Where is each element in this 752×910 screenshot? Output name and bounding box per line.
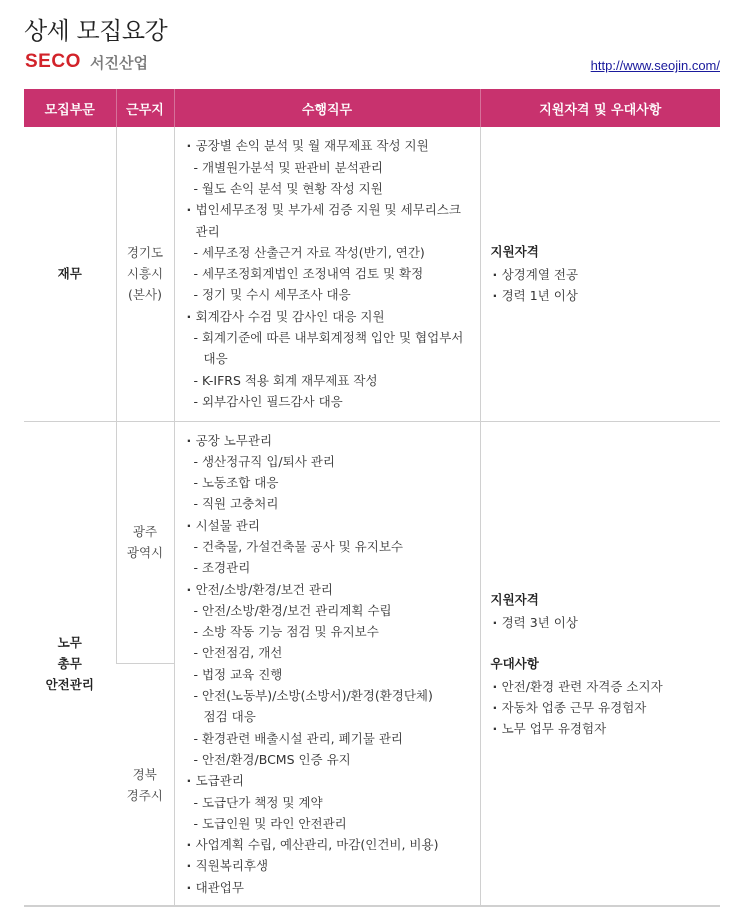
header-dept: 모집부문 xyxy=(24,89,116,127)
table-bottom-border xyxy=(24,905,720,906)
qualification-heading: 지원자격 xyxy=(490,244,539,260)
table-row xyxy=(24,421,720,664)
qualification-heading: 지원자격 xyxy=(490,591,539,607)
duty-item: · 직원복리후생 xyxy=(187,855,470,876)
duty-subitem: - 소방 작동 기능 점검 및 유지보수 xyxy=(187,621,470,642)
duty-item: · 도급관리 xyxy=(187,770,470,791)
qualification-item: · 노무 업무 유경험자 xyxy=(491,718,711,739)
location-cell xyxy=(116,664,174,907)
duty-subitem: - 회계기준에 따른 내부회계정책 입안 및 협업부서 xyxy=(187,327,470,348)
duty-subitem: - 안전점검, 개선 xyxy=(187,642,470,663)
qualification-item: · 상경계열 전공 xyxy=(491,264,711,285)
location-cell xyxy=(116,127,174,421)
table-header-row xyxy=(24,89,720,127)
duty-subitem: 관리 xyxy=(195,223,220,239)
location-line: 광역시 xyxy=(126,545,164,561)
dept-cell xyxy=(24,421,116,907)
qualifications-cell xyxy=(480,421,720,907)
company-logo: SECO xyxy=(25,51,81,72)
duty-subitem: - 조경관리 xyxy=(187,557,470,578)
header-duties: 수행직무 xyxy=(174,89,480,127)
location-line: 광주 xyxy=(132,524,158,540)
company-website-link[interactable]: http://www.seojin.com/ xyxy=(590,58,720,73)
location-line: 경주시 xyxy=(126,788,163,804)
location-line: 시흥시 xyxy=(126,266,164,282)
duty-item: · 안전/소방/환경/보건 관리 xyxy=(187,579,470,600)
dept-name: 총무 xyxy=(57,656,82,672)
duty-subitem: - 안전/환경/BCMS 인증 유지 xyxy=(187,749,470,770)
qualification-item: · 안전/환경 관련 자격증 소지자 xyxy=(491,676,711,697)
spacer xyxy=(491,633,711,653)
duties-cell xyxy=(174,421,480,907)
qualifications-cell xyxy=(480,127,720,421)
duty-subitem: - 안전/소방/환경/보건 관리계획 수립 xyxy=(187,600,470,621)
duty-item: · 대관업무 xyxy=(187,877,470,898)
duty-item: · 공장별 손익 분석 및 월 재무제표 작성 지원 xyxy=(187,135,470,156)
qualification-item: · 경력 3년 이상 xyxy=(491,612,711,633)
dept-cell xyxy=(24,127,116,421)
duty-subitem: - 노동조합 대응 xyxy=(187,472,470,493)
duty-item: · 법인세무조정 및 부가세 검증 지원 및 세무리스크 xyxy=(187,199,470,220)
duty-subitem: - K-IFRS 적용 회계 재무제표 작성 xyxy=(187,370,470,391)
table-row xyxy=(24,127,720,421)
header-qualifications: 지원자격 및 우대사항 xyxy=(480,89,720,127)
location-line: 경기도 xyxy=(126,245,164,261)
header-location: 근무지 xyxy=(116,89,174,127)
duties-cell xyxy=(174,127,480,421)
duty-subitem: - 세무조정 산출근거 자료 작성(반기, 연간) xyxy=(187,242,470,263)
page-title: 상세 모집요강 xyxy=(24,17,168,45)
duty-item: · 공장 노무관리 xyxy=(187,430,470,451)
qualification-heading: 우대사항 xyxy=(490,655,539,671)
location-line: 경북 xyxy=(132,767,157,783)
location-cell xyxy=(116,421,174,664)
duty-subitem: - 환경관련 배출시설 관리, 폐기물 관리 xyxy=(187,728,470,749)
duty-subitem: - 건축물, 가설건축물 공사 및 유지보수 xyxy=(187,536,470,557)
duty-subitem: - 도급인원 및 라인 안전관리 xyxy=(187,813,470,834)
location-line: (본사) xyxy=(128,287,162,303)
duty-subitem: - 직원 고충처리 xyxy=(187,493,470,514)
duty-item: · 회계감사 수검 및 감사인 대응 지원 xyxy=(187,306,470,327)
recruitment-table xyxy=(24,89,720,907)
header-bar xyxy=(24,50,720,78)
duty-subitem: - 법정 교육 진행 xyxy=(187,664,470,685)
duty-subitem: - 도급단가 책정 및 계약 xyxy=(187,792,470,813)
duty-subitem: - 정기 및 수시 세무조사 대응 xyxy=(187,284,470,305)
company-name: 서진산업 xyxy=(90,54,148,72)
duty-item: · 시설물 관리 xyxy=(187,515,470,536)
duty-subitem: 대응 xyxy=(203,351,228,367)
duty-subitem: - 월도 손익 분석 및 현황 작성 지원 xyxy=(187,178,470,199)
duty-item: · 사업계획 수립, 예산관리, 마감(인건비, 비용) xyxy=(187,834,470,855)
duty-subitem: - 외부감사인 필드감사 대응 xyxy=(187,391,470,412)
duty-subitem: - 안전(노동부)/소방(소방서)/환경(환경단체) xyxy=(187,685,470,706)
dept-name: 안전관리 xyxy=(45,677,94,693)
duty-subitem: 점검 대응 xyxy=(203,709,256,725)
dept-name: 노무 xyxy=(57,635,82,651)
duty-subitem: - 개별원가분석 및 판관비 분석관리 xyxy=(187,157,470,178)
duty-subitem: - 세무조정회계법인 조정내역 검토 및 확정 xyxy=(187,263,470,284)
qualification-item: · 자동차 업종 근무 유경험자 xyxy=(491,697,711,718)
dept-name: 재무 xyxy=(57,266,82,282)
duty-subitem: - 생산정규직 입/퇴사 관리 xyxy=(187,451,470,472)
qualification-item: · 경력 1년 이상 xyxy=(491,285,711,306)
